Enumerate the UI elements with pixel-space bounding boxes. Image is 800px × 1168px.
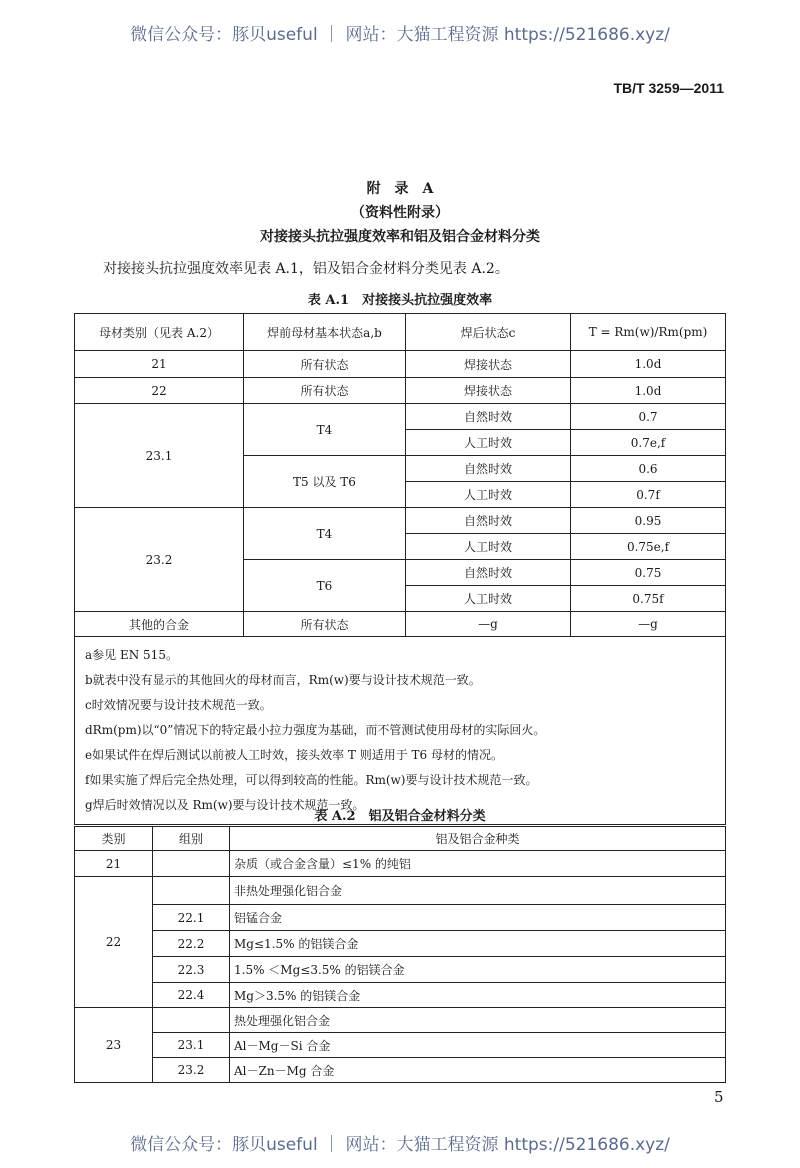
table-row <box>75 612 726 637</box>
cell: 铝锰合金 <box>230 905 726 931</box>
header-cell: 铝及铝合金种类 <box>230 827 726 851</box>
page-number: 5 <box>714 1088 724 1106</box>
cell <box>153 1008 230 1033</box>
cell: 21 <box>75 851 153 877</box>
table-row <box>75 508 726 534</box>
header-cell: 组别 <box>153 827 230 851</box>
cell: 23.2 <box>75 508 244 612</box>
table-row <box>75 1033 726 1058</box>
cell: 22.3 <box>153 957 230 983</box>
cell: 0.75f <box>571 586 726 612</box>
cell: 1.5% ＜Mg≤3.5% 的铝镁合金 <box>230 957 726 983</box>
cell: 0.75e,f <box>571 534 726 560</box>
table-a2 <box>74 826 726 1083</box>
table-row <box>75 931 726 957</box>
cell: 焊接状态 <box>406 351 571 378</box>
cell <box>153 851 230 877</box>
footnote-d: dRm(pm)以“0”情况下的特定最小拉力强度为基础，而不管测试使用母材的实际回火。 <box>85 723 546 737</box>
header-cell: T = Rm(w)/Rm(pm) <box>571 314 726 351</box>
cell: 人工时效 <box>406 586 571 612</box>
cell: 0.6 <box>571 456 726 482</box>
footnote-b: b就表中没有显示的其他回火的母材而言，Rm(w)要与设计技术规范一致。 <box>85 673 481 687</box>
cell: T5 以及 T6 <box>244 456 406 508</box>
cell: 其他的合金 <box>75 612 244 637</box>
cell: Mg≤1.5% 的铝镁合金 <box>230 931 726 957</box>
header-cell: 焊前母材基本状态a,b <box>244 314 406 351</box>
intro-text: 对接接头抗拉强度效率见表 A.1，铝及铝合金材料分类见表 A.2。 <box>103 261 509 277</box>
cell: 自然时效 <box>406 404 571 430</box>
cell: Al－Zn－Mg 合金 <box>230 1058 726 1083</box>
table2-header <box>75 827 726 851</box>
cell: 0.7 <box>571 404 726 430</box>
table1-header <box>75 314 726 351</box>
appendix-heading: 对接接头抗拉强度效率和铝及铝合金材料分类 <box>260 229 540 245</box>
cell: 22 <box>75 877 153 1008</box>
footnote-g: g焊后时效情况以及 Rm(w)要与设计技术规范一致。 <box>85 798 365 812</box>
cell: 23.2 <box>153 1058 230 1083</box>
table-row <box>75 983 726 1008</box>
cell: 22.1 <box>153 905 230 931</box>
cell: 0.7f <box>571 482 726 508</box>
footnote-a: a参见 EN 515。 <box>85 648 178 662</box>
cell <box>153 877 230 905</box>
cell: 1.0d <box>571 378 726 404</box>
header-cell: 焊后状态c <box>406 314 571 351</box>
cell: 21 <box>75 351 244 378</box>
standard-number: TB/T 3259—2011 <box>613 80 724 96</box>
watermark-bottom: 微信公众号：豚贝useful ｜ 网站：大猫工程资源 https://521686.xyz/ <box>130 1135 670 1155</box>
table-row <box>75 351 726 378</box>
header-cell: 母材类别（见表 A.2） <box>75 314 244 351</box>
cell: 1.0d <box>571 351 726 378</box>
cell: 所有状态 <box>244 378 406 404</box>
cell: 杂质（或合金含量）≤1% 的纯铝 <box>230 851 726 877</box>
table-row <box>75 404 726 430</box>
cell: T4 <box>244 404 406 456</box>
cell: 23 <box>75 1008 153 1083</box>
appendix-title: 附 录 A <box>366 181 434 197</box>
footnote-f: f如果实施了焊后完全热处理，可以得到较高的性能。Rm(w)要与设计技术规范一致。 <box>85 773 538 787</box>
header-cell: 类别 <box>75 827 153 851</box>
appendix-subtitle: （资料性附录） <box>351 205 449 221</box>
table2-caption: 表 A.2 铝及铝合金材料分类 <box>314 809 486 824</box>
table1-footnotes <box>75 637 726 825</box>
cell: 自然时效 <box>406 560 571 586</box>
table-a1 <box>74 313 726 825</box>
cell: 所有状态 <box>244 351 406 378</box>
cell: 热处理强化铝合金 <box>230 1008 726 1033</box>
cell: 23.1 <box>153 1033 230 1058</box>
table-row <box>75 851 726 877</box>
cell: 22.2 <box>153 931 230 957</box>
cell: T6 <box>244 560 406 612</box>
cell: 人工时效 <box>406 430 571 456</box>
cell: 0.95 <box>571 508 726 534</box>
cell: 人工时效 <box>406 482 571 508</box>
cell: 0.75 <box>571 560 726 586</box>
cell: 自然时效 <box>406 456 571 482</box>
cell: 22 <box>75 378 244 404</box>
table-row <box>75 905 726 931</box>
cell: Al－Mg－Si 合金 <box>230 1033 726 1058</box>
cell: 22.4 <box>153 983 230 1008</box>
cell: 自然时效 <box>406 508 571 534</box>
cell: 非热处理强化铝合金 <box>230 877 726 905</box>
cell: 23.1 <box>75 404 244 508</box>
cell: 所有状态 <box>244 612 406 637</box>
cell: 焊接状态 <box>406 378 571 404</box>
cell: Mg＞3.5% 的铝镁合金 <box>230 983 726 1008</box>
cell: T4 <box>244 508 406 560</box>
table-row <box>75 957 726 983</box>
footnote-c: c时效情况要与设计技术规范一致。 <box>85 698 272 712</box>
cell: 0.7e,f <box>571 430 726 456</box>
table-row <box>75 877 726 905</box>
table-row <box>75 378 726 404</box>
table-row <box>75 1058 726 1083</box>
table1-caption: 表 A.1 对接接头抗拉强度效率 <box>307 293 493 308</box>
watermark-top: 微信公众号：豚贝useful ｜ 网站：大猫工程资源 https://521686.xyz/ <box>130 25 670 45</box>
footnote-e: e如果试件在焊后测试以前被人工时效，接头效率 T 则适用于 T6 母材的情况。 <box>85 748 504 762</box>
table-row <box>75 1008 726 1033</box>
cell: —g <box>406 612 571 637</box>
cell: 人工时效 <box>406 534 571 560</box>
cell: —g <box>571 612 726 637</box>
